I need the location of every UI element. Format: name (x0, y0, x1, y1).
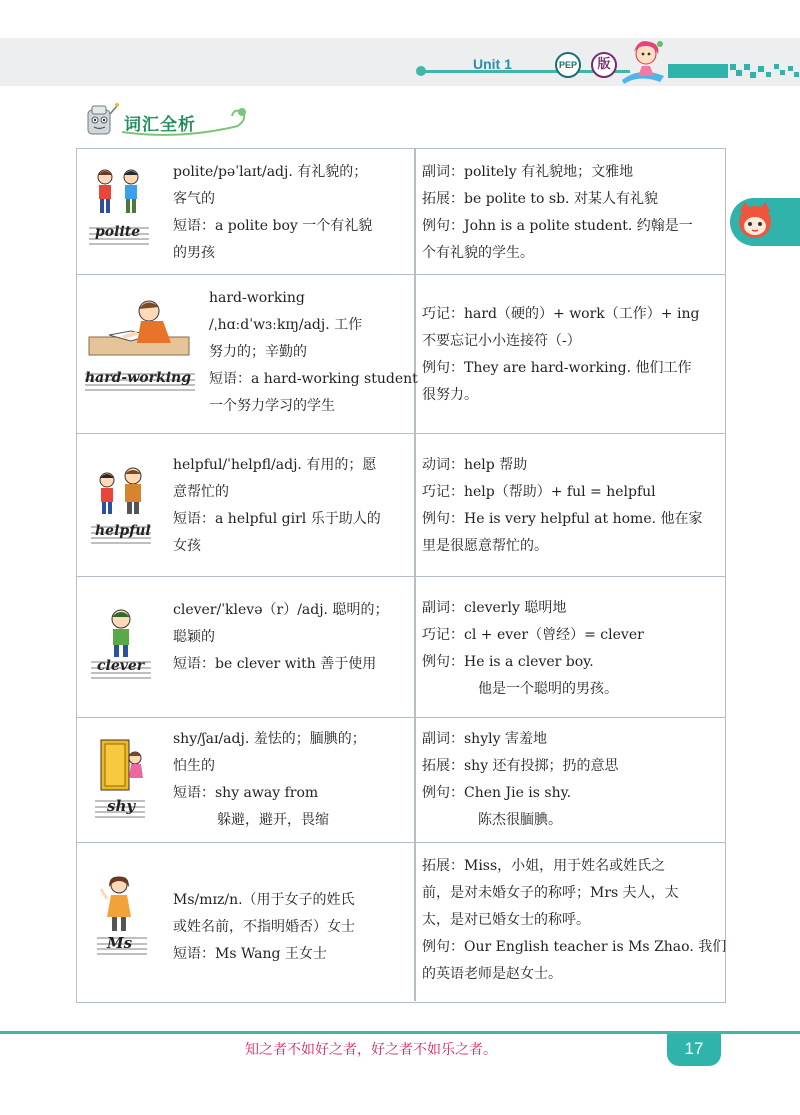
note-line: 拓展：be polite to sb. 对某人有礼貌 (422, 191, 658, 207)
phrase-line: 一个努力学习的学生 (209, 398, 335, 414)
example-line: 陈杰很腼腆。 (478, 812, 562, 828)
side-tab (730, 198, 800, 246)
definition-line: 怕生的 (173, 758, 215, 774)
notes-cell (422, 726, 720, 850)
phrase-line: 短语：shy away from (173, 785, 319, 801)
vocab-row-clever (77, 577, 725, 718)
note-line: 动词：help 帮助 (422, 457, 528, 473)
page-number: 17 (667, 1034, 721, 1066)
definition-cell (173, 726, 366, 850)
word-label-ms: Ms (107, 934, 133, 952)
vocab-row-helpful (77, 434, 725, 577)
definition-line: 意帮忙的 (173, 484, 229, 500)
checker-pattern (668, 60, 800, 82)
note-line: 拓展：shy 还有投掷；扔的意思 (422, 758, 619, 774)
definition-cell (209, 285, 418, 443)
note-line: 太，是对已婚女士的称呼。 (422, 912, 590, 928)
edition-badge: 版 (591, 52, 617, 78)
definition-line: clever/ˈklevə（r）/adj. 聪明的； (173, 602, 389, 618)
definition-cell (173, 597, 388, 737)
note-line: 副词：cleverly 聪明地 (422, 600, 567, 616)
studying-boy-icon (87, 297, 191, 363)
robot-mascot-icon (80, 100, 120, 140)
cat-mascot-icon (733, 200, 777, 244)
definition-line: 聪颖的 (173, 629, 215, 645)
definition-cell (173, 887, 355, 1046)
clever-boy-icon (101, 607, 141, 659)
phrase-line: 短语：a hard-working student (209, 371, 418, 387)
definition-cell (173, 452, 381, 594)
example-line: 例句：They are hard-working. 他们工作 (422, 360, 692, 376)
phrase-line: 的男孩 (173, 245, 215, 261)
definition-line: polite/pəˈlaɪt/adj. 有礼貌的； (173, 164, 368, 180)
vocab-row-ms (77, 843, 725, 1002)
definition-line: hard-working (209, 290, 305, 306)
note-line: 巧记：cl + ever（曾经）= clever (422, 627, 644, 643)
woman-teacher-icon (99, 875, 139, 933)
footer-motto: 知之者不如好之者，好之者不如乐之者。 (245, 1042, 497, 1058)
example-line: 例句：He is very helpful at home. 他在家 (422, 511, 703, 527)
note-line: 副词：politely 有礼貌地；文雅地 (422, 164, 634, 180)
vocab-row-hard-working (77, 275, 725, 434)
helping-kids-icon (93, 466, 149, 518)
example-line: 很努力。 (422, 387, 478, 403)
definition-cell (173, 159, 372, 284)
note-line: 不要忘记小小连接符（-） (422, 333, 581, 349)
mascot-girl-icon (620, 36, 672, 84)
word-label-clever: clever (97, 658, 145, 674)
definition-line: 或姓名前，不指明婚否）女士 (173, 919, 355, 935)
page-header (0, 0, 800, 95)
vocab-row-shy (77, 718, 725, 843)
note-line: 拓展：Miss，小姐，用于姓名或姓氏之 (422, 858, 666, 874)
polite-kids-icon (91, 167, 147, 219)
example-line: 他是一个聪明的男孩。 (478, 681, 618, 697)
notes-cell (422, 452, 720, 594)
pep-badge: PEP (555, 52, 581, 78)
phrase-line: 短语：be clever with 善于使用 (173, 656, 377, 672)
word-label-shy: shy (107, 797, 136, 815)
note-line: 巧记：hard（硬的）+ work（工作）+ ing (422, 306, 700, 322)
note-line: 副词：shyly 害羞地 (422, 731, 547, 747)
definition-line: Ms/mɪz/n.（用于女子的姓氏 (173, 892, 355, 908)
note-line: 前，是对未婚女子的称呼；Mrs 夫人，太 (422, 885, 679, 901)
section-heading (80, 100, 250, 140)
phrase-line: 短语：Ms Wang 王女士 (173, 946, 327, 962)
note-line: 巧记：help（帮助）+ ful = helpful (422, 484, 656, 500)
example-line: 个有礼貌的学生。 (422, 245, 534, 261)
example-line: 例句：Our English teacher is Ms Zhao. 我们 (422, 939, 727, 955)
definition-line: 客气的 (173, 191, 215, 207)
phrase-line: 短语：a helpful girl 乐于助人的 (173, 511, 381, 527)
unit-label: Unit 1 (473, 56, 512, 72)
example-line: 的英语老师是赵女士。 (422, 966, 562, 982)
word-label-polite: polite (95, 224, 141, 240)
notes-cell (422, 159, 720, 284)
word-label-hard-working: hard-working (85, 370, 191, 386)
example-line: 例句：John is a polite student. 约翰是一 (422, 218, 693, 234)
vocab-row-polite (77, 149, 725, 275)
word-label-helpful: helpful (95, 523, 151, 539)
example-line: 里是很愿意帮忙的。 (422, 538, 548, 554)
vocab-table (76, 148, 726, 1003)
phrase-line: 女孩 (173, 538, 201, 554)
shy-girl-door-icon (97, 738, 145, 794)
phrase-line: 躲避，避开，畏缩 (217, 812, 329, 828)
definition-line: 努力的；辛勤的 (209, 344, 307, 360)
definition-line: /ˌhɑːdˈwɜːkɪŋ/adj. 工作 (209, 317, 363, 333)
example-line: 例句：Chen Jie is shy. (422, 785, 572, 801)
definition-line: shy/ʃaɪ/adj. 羞怯的；腼腆的； (173, 731, 366, 747)
example-line: 例句：He is a clever boy. (422, 654, 594, 670)
notes-cell (422, 853, 727, 1012)
notes-cell (422, 595, 720, 735)
section-title: 词汇全析 (124, 115, 196, 135)
definition-line: helpful/ˈhelpfl/adj. 有用的；愿 (173, 457, 377, 473)
phrase-line: 短语：a polite boy 一个有礼貌 (173, 218, 373, 234)
